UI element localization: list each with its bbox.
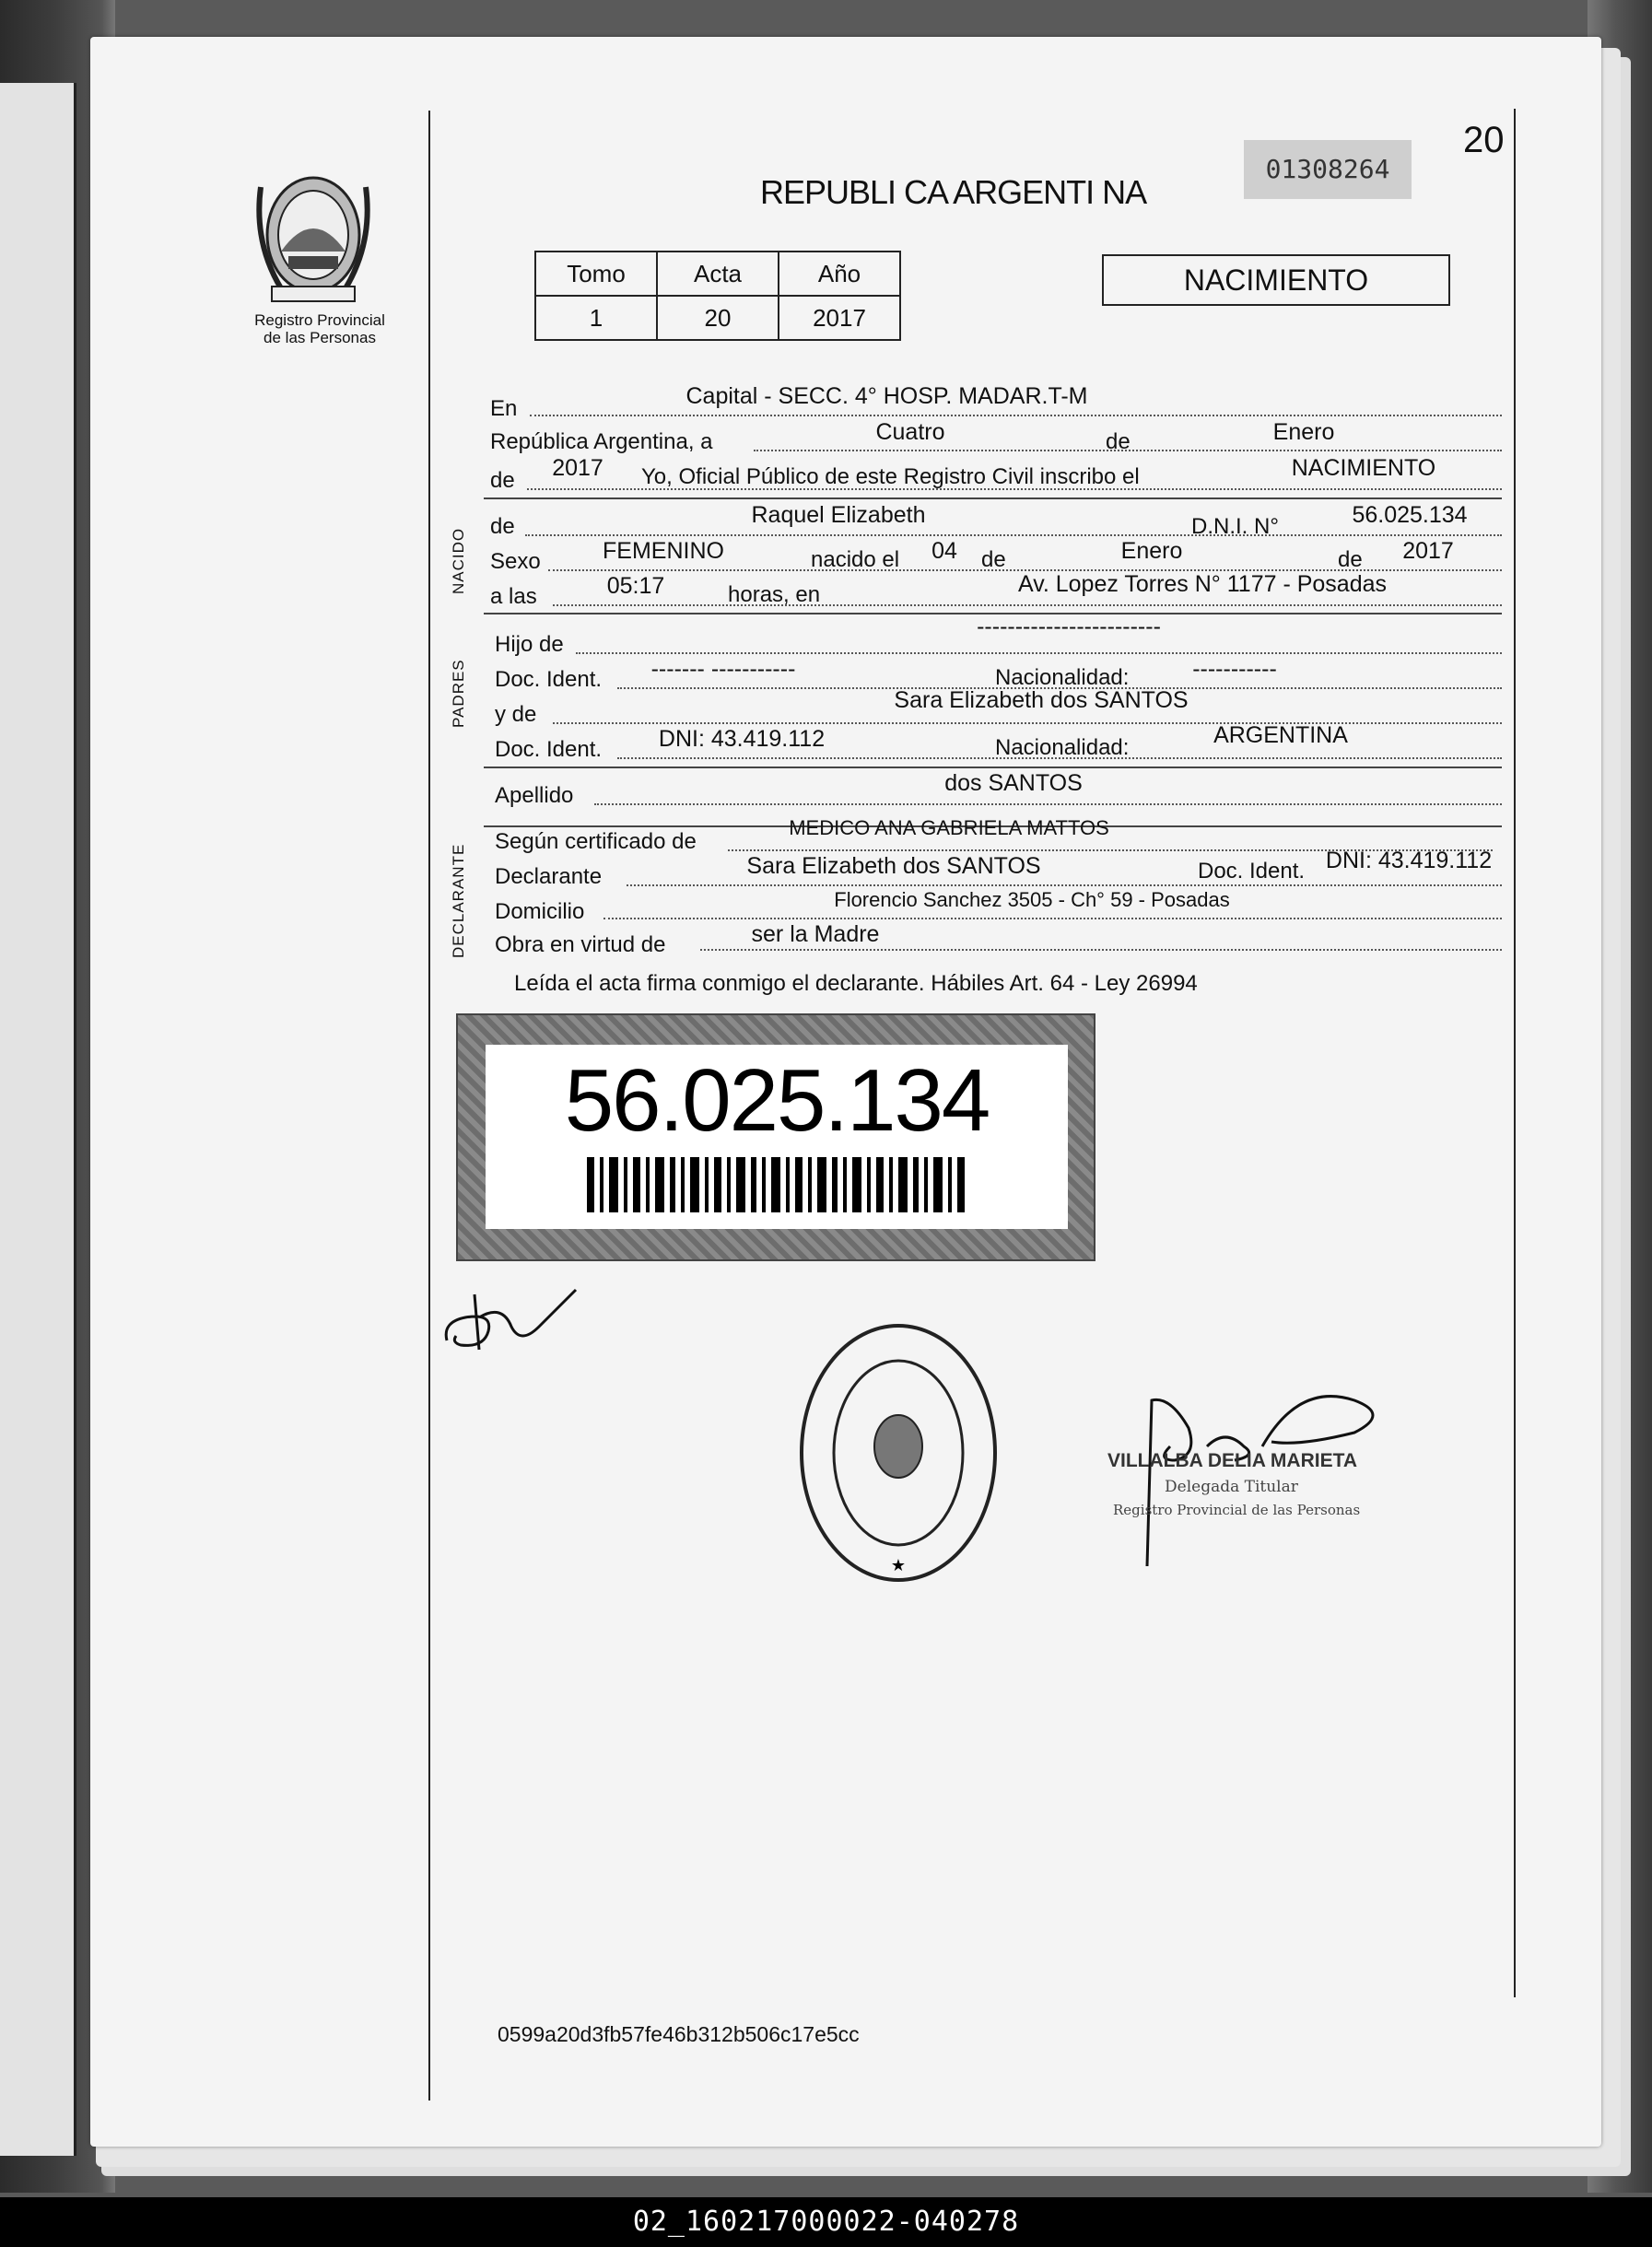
nacido-de3-label: de bbox=[1338, 547, 1363, 572]
padres-section-label: PADRES bbox=[450, 659, 467, 728]
obra-value: ser la Madre bbox=[751, 921, 880, 947]
acta-header: Acta bbox=[657, 252, 779, 296]
registry-label bbox=[241, 311, 398, 346]
nacido-de-label: de bbox=[490, 514, 515, 539]
dotted-line bbox=[594, 803, 1502, 805]
domicilio-value: Florencio Sanchez 3505 - Ch° 59 - Posadas bbox=[834, 888, 1230, 911]
act-type-box: NACIMIENTO bbox=[1102, 254, 1450, 306]
official-name: VILLALBA DELIA MARIETA bbox=[1107, 1450, 1358, 1471]
right-margin-line bbox=[1514, 109, 1516, 1997]
section-divider bbox=[484, 497, 1502, 499]
file-caption: 02_160217000022-040278 bbox=[0, 2197, 1652, 2247]
month-value: Enero bbox=[1272, 419, 1335, 445]
birth-year-value: 2017 bbox=[1402, 538, 1454, 564]
closing-text: Leída el acta firma conmigo el declarante. Hábiles Art. 64 - Ley 26994 bbox=[514, 971, 1198, 996]
nac1-label: Nacionalidad: bbox=[995, 665, 1130, 690]
yde-label: y de bbox=[495, 702, 537, 727]
doc1-value: ------- ----------- bbox=[650, 656, 796, 682]
segun-value: MEDICO ANA GABRIELA MATTOS bbox=[789, 816, 1109, 839]
tomo-value: 1 bbox=[535, 296, 657, 340]
official-role: Delegada Titular bbox=[1165, 1478, 1298, 1496]
dotted-line bbox=[617, 757, 1502, 759]
dotted-line bbox=[627, 884, 1502, 886]
domicilio-label: Domicilio bbox=[495, 899, 585, 924]
en-label: En bbox=[490, 396, 518, 421]
obra-label: Obra en virtud de bbox=[495, 932, 666, 957]
provincia-misiones-seal bbox=[253, 169, 373, 307]
registry-label-line1: Registro Provincial bbox=[254, 311, 385, 329]
year-value: 2017 bbox=[552, 455, 603, 481]
birth-place-value: Av. Lopez Torres N° 1177 - Posadas bbox=[1017, 571, 1388, 597]
de-label: de bbox=[1106, 429, 1131, 454]
declarante-value: Sara Elizabeth dos SANTOS bbox=[746, 853, 1041, 879]
declarante-label: Declarante bbox=[495, 864, 603, 889]
registry-label-line2: de las Personas bbox=[264, 329, 376, 346]
adjacent-sheet bbox=[0, 83, 76, 2156]
registry-round-stamp bbox=[792, 1317, 1004, 1589]
page-number: 20 bbox=[1463, 120, 1505, 160]
en-value: Capital - SECC. 4° HOSP. MADAR.T-M bbox=[685, 383, 1088, 409]
declarante-signature bbox=[438, 1276, 585, 1368]
document-title: REPUBLI CA ARGENTI NA bbox=[760, 173, 1147, 211]
republica-label: República Argentina, a bbox=[490, 429, 713, 454]
child-name-value: Raquel Elizabeth bbox=[751, 502, 926, 528]
oficial-text: Yo, Oficial Público de este Registro Civil inscribo el bbox=[641, 464, 1140, 489]
barcode-number: 56.025.134 bbox=[564, 1051, 990, 1150]
sexo-value: FEMENINO bbox=[603, 538, 724, 564]
serial-number: 01308264 bbox=[1244, 140, 1412, 199]
nac1-value: ----------- bbox=[1192, 656, 1277, 682]
dotted-line bbox=[700, 949, 1502, 951]
svg-text:★: ★ bbox=[890, 1556, 907, 1575]
anio-header: Año bbox=[779, 252, 900, 296]
acta-value: 20 bbox=[657, 296, 779, 340]
inscribo-value: NACIMIENTO bbox=[1291, 455, 1436, 481]
dotted-line bbox=[525, 534, 1502, 536]
day-written-value: Cuatro bbox=[875, 419, 945, 445]
doc1-label: Doc. Ident. bbox=[495, 667, 603, 692]
hijo-value: ------------------------ bbox=[977, 614, 1161, 639]
left-margin-line bbox=[428, 111, 430, 2101]
alas-label: a las bbox=[490, 584, 537, 609]
sexo-label: Sexo bbox=[490, 549, 541, 574]
birth-time-value: 05:17 bbox=[606, 573, 665, 599]
mother-name-value: Sara Elizabeth dos SANTOS bbox=[894, 687, 1189, 713]
mother-nationality-value: ARGENTINA bbox=[1213, 722, 1348, 748]
nacido-el-label: nacido el bbox=[811, 547, 900, 572]
dotted-line bbox=[576, 652, 1502, 654]
child-dni-value: 56.025.134 bbox=[1352, 502, 1468, 528]
declarante-doc-label: Doc. Ident. bbox=[1198, 859, 1306, 884]
apellido-label: Apellido bbox=[495, 783, 574, 808]
dni-label: D.N.I. N° bbox=[1191, 514, 1279, 539]
birth-month-value: Enero bbox=[1120, 538, 1183, 564]
de2-label: de bbox=[490, 468, 515, 493]
dotted-line bbox=[603, 918, 1502, 919]
declarante-doc-value: DNI: 43.419.112 bbox=[1325, 848, 1493, 873]
official-office: Registro Provincial de las Personas bbox=[1113, 1502, 1361, 1518]
tomo-acta-table bbox=[534, 251, 901, 341]
dotted-line bbox=[553, 604, 1502, 606]
declarante-section-label: DECLARANTE bbox=[450, 843, 467, 958]
barcode-bars bbox=[587, 1157, 965, 1212]
nacido-de2-label: de bbox=[981, 547, 1006, 572]
segun-label: Según certificado de bbox=[495, 829, 697, 854]
section-divider bbox=[484, 767, 1502, 768]
birth-day-value: 04 bbox=[931, 538, 957, 564]
apellido-value: dos SANTOS bbox=[944, 770, 1083, 796]
dotted-line bbox=[530, 415, 1502, 416]
barcode-sticker bbox=[456, 1013, 1095, 1261]
hijo-label: Hijo de bbox=[495, 632, 564, 657]
nacido-section-label: NACIDO bbox=[450, 527, 467, 594]
mother-dni-value: DNI: 43.419.112 bbox=[658, 726, 826, 752]
barcode-label bbox=[486, 1045, 1068, 1229]
dotted-line bbox=[527, 488, 1502, 490]
tomo-header: Tomo bbox=[535, 252, 657, 296]
horas-label: horas, en bbox=[728, 582, 821, 607]
doc2-label: Doc. Ident. bbox=[495, 737, 603, 762]
document-hash: 0599a20d3fb57fe46b312b506c17e5cc bbox=[498, 2022, 860, 2046]
nac2-label: Nacionalidad: bbox=[995, 735, 1130, 760]
anio-value: 2017 bbox=[779, 296, 900, 340]
